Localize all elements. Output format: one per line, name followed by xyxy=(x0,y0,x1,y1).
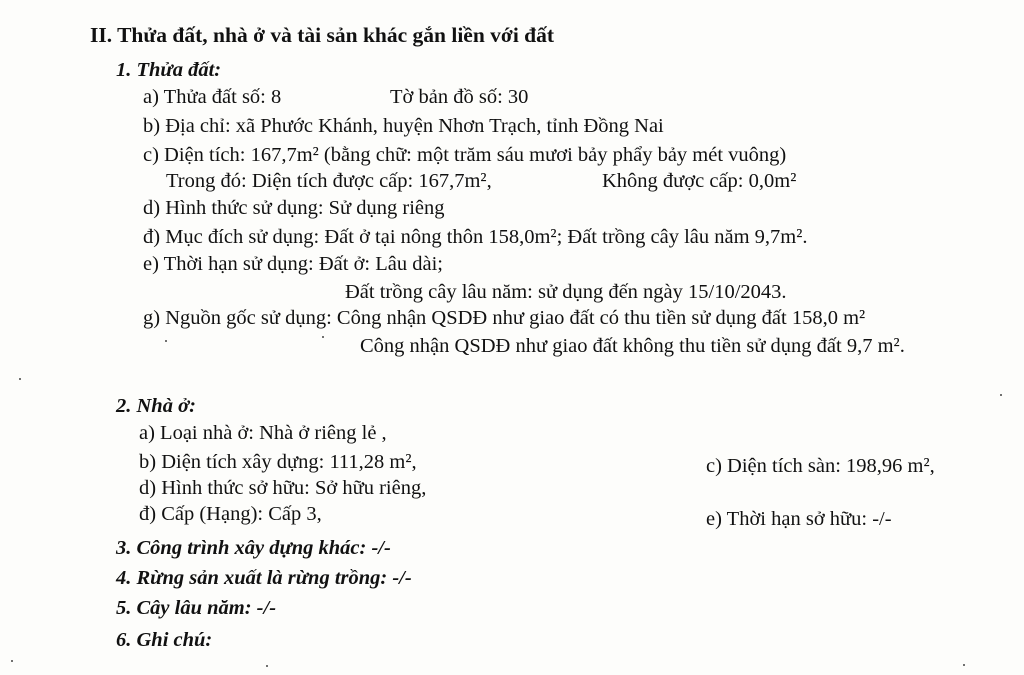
land-area: c) Diện tích: 167,7m² (bằng chữ: một trăm sáu mươi bảy phẩy bảy mét vuông) xyxy=(143,144,787,166)
land-area-not-granted: Không được cấp: 0,0m² xyxy=(602,170,797,192)
land-use-term-2: Đất trồng cây lâu năm: sử dụng đến ngày 15/10/2043. xyxy=(345,281,787,303)
land-heading: 1. Thửa đất: xyxy=(116,59,222,81)
scan-speck xyxy=(963,664,965,666)
perennial-trees: 5. Cây lâu năm: -/- xyxy=(116,597,277,619)
land-map-no: Tờ bản đồ số: 30 xyxy=(390,86,529,108)
land-parcel-no: a) Thửa đất số: 8 xyxy=(143,86,282,108)
land-origin: g) Nguồn gốc sử dụng: Công nhận QSDĐ như giao đất có thu tiền sử dụng đất 158,0 m² xyxy=(143,307,866,329)
house-type: a) Loại nhà ở: Nhà ở riêng lẻ , xyxy=(139,422,387,444)
scan-speck xyxy=(11,660,13,662)
house-floor-area: c) Diện tích sàn: 198,96 m², xyxy=(706,455,935,477)
land-address: b) Địa chỉ: xã Phước Khánh, huyện Nhơn Trạch, tỉnh Đồng Nai xyxy=(143,115,664,137)
land-use-term: e) Thời hạn sử dụng: Đất ở: Lâu dài; xyxy=(143,253,443,275)
other-construction: 3. Công trình xây dựng khác: -/- xyxy=(116,537,391,559)
land-use-form: d) Hình thức sử dụng: Sử dụng riêng xyxy=(143,197,445,219)
section-title: II. Thửa đất, nhà ở và tài sản khác gắn liền với đất xyxy=(90,23,555,47)
production-forest: 4. Rừng sản xuất là rừng trồng: -/- xyxy=(116,567,412,589)
house-heading: 2. Nhà ở: xyxy=(116,395,196,417)
scan-speck xyxy=(266,665,268,667)
house-grade: đ) Cấp (Hạng): Cấp 3, xyxy=(139,503,322,525)
scan-speck xyxy=(19,378,21,380)
land-origin-2: Công nhận QSDĐ như giao đất không thu tiền sử dụng đất 9,7 m². xyxy=(360,335,905,357)
notes-heading: 6. Ghi chú: xyxy=(116,629,213,651)
house-ownership-term: e) Thời hạn sở hữu: -/- xyxy=(706,508,892,530)
land-use-purpose: đ) Mục đích sử dụng: Đất ở tại nông thôn 158,0m²; Đất trồng cây lâu năm 9,7m². xyxy=(143,226,808,248)
scan-speck xyxy=(165,340,167,342)
land-area-granted: Trong đó: Diện tích được cấp: 167,7m², xyxy=(166,170,492,192)
house-ownership-form: d) Hình thức sở hữu: Sở hữu riêng, xyxy=(139,477,427,499)
scan-speck xyxy=(322,336,324,338)
house-built-area: b) Diện tích xây dựng: 111,28 m², xyxy=(139,451,417,473)
scan-speck xyxy=(1000,394,1002,396)
